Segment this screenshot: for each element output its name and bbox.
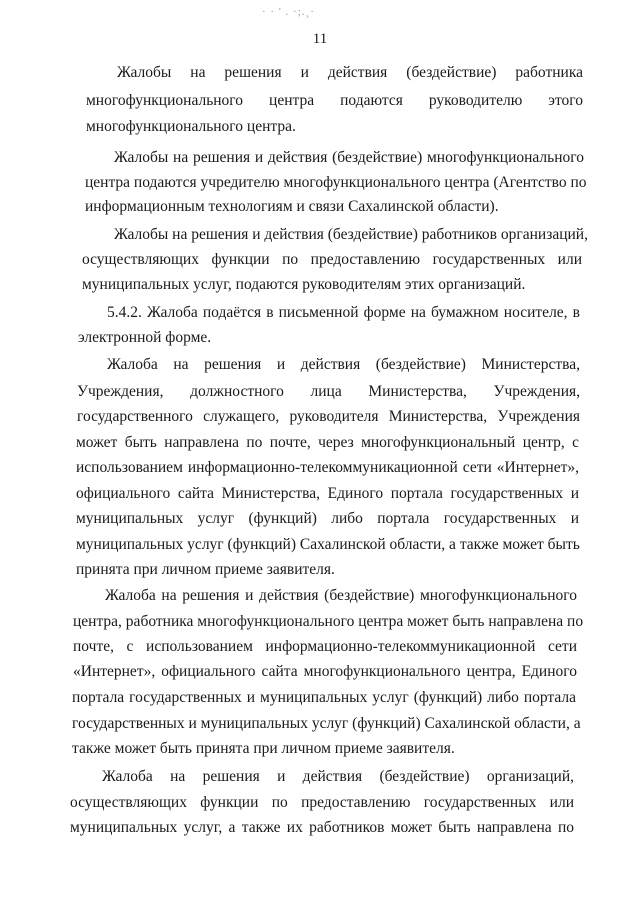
text-line: электронной форме. (78, 329, 212, 346)
text-line: муниципальных услуг (функций) либо портала государственных и (76, 510, 579, 527)
text-line: Жалоба на решения и действия (бездействие) многофункционального (105, 587, 577, 604)
text-line: официального сайта Министерства, Единого портала государственных и (76, 485, 579, 502)
text-line: также может быть принята при личном приеме заявителя. (72, 740, 455, 757)
text-line: муниципальных услуг, подаются руководителям этих организаций. (82, 276, 526, 293)
scan-artifact-marks: · · ' . ·;.¸· (262, 6, 315, 18)
text-line: муниципальных услуг (функций) Сахалинской области, а также может быть (76, 536, 580, 553)
text-line: портала государственных и муниципальных услуг (функций) либо портала (72, 689, 576, 706)
text-line: почте, с использованием информационно-телекоммуникационной сети (73, 638, 577, 655)
text-line: государственного служащего, руководителя Министерства, Учреждения (77, 408, 580, 425)
text-line: муниципальных услуг, а также их работников может быть направлена по (70, 819, 574, 836)
page-number: 11 (312, 31, 328, 47)
text-line: Жалобы на решения и действия (бездействие) работников организаций, (114, 226, 588, 243)
text-line: Жалоба на решения и действия (бездействие) организаций, (102, 768, 574, 785)
text-line: использованием информационно-телекоммуникационной сети «Интернет», (76, 459, 579, 476)
text-line: многофункционального центра подаются руководителю этого (86, 92, 583, 109)
text-line: информационным технологиям и связи Сахалинской области). (85, 198, 499, 215)
text-line: многофункционального центра. (86, 118, 296, 135)
text-line: может быть направлена по почте, через многофункциональный центр, с (76, 434, 579, 451)
text-line: «Интернет», официального сайта многофункционального центра, Единого (73, 663, 577, 680)
text-line: Учреждения, должностного лица Министерства, Учреждения, (77, 383, 580, 400)
text-line: осуществляющих функции по предоставлению государственных или (70, 794, 574, 811)
text-line: 5.4.2. Жалоба подаётся в письменной форме на бумажном носителе, в (107, 304, 580, 321)
text-line: государственных и муниципальных услуг (функций) Сахалинской области, а (72, 715, 581, 732)
text-line: осуществляющих функции по предоставлению государственных или (82, 251, 582, 268)
text-line: принята при личном приеме заявителя. (76, 561, 335, 578)
text-line: Жалобы на решения и действия (бездействие) работника (117, 64, 583, 81)
text-line: Жалоба на решения и действия (бездействие) Министерства, (107, 356, 580, 373)
text-line: центра, работника многофункционального центра может быть направлена по (73, 613, 584, 630)
text-line: центра подаются учредителю многофункционального центра (Агентство по (85, 174, 587, 191)
text-line: Жалобы на решения и действия (бездействие) многофункционального (114, 149, 584, 166)
